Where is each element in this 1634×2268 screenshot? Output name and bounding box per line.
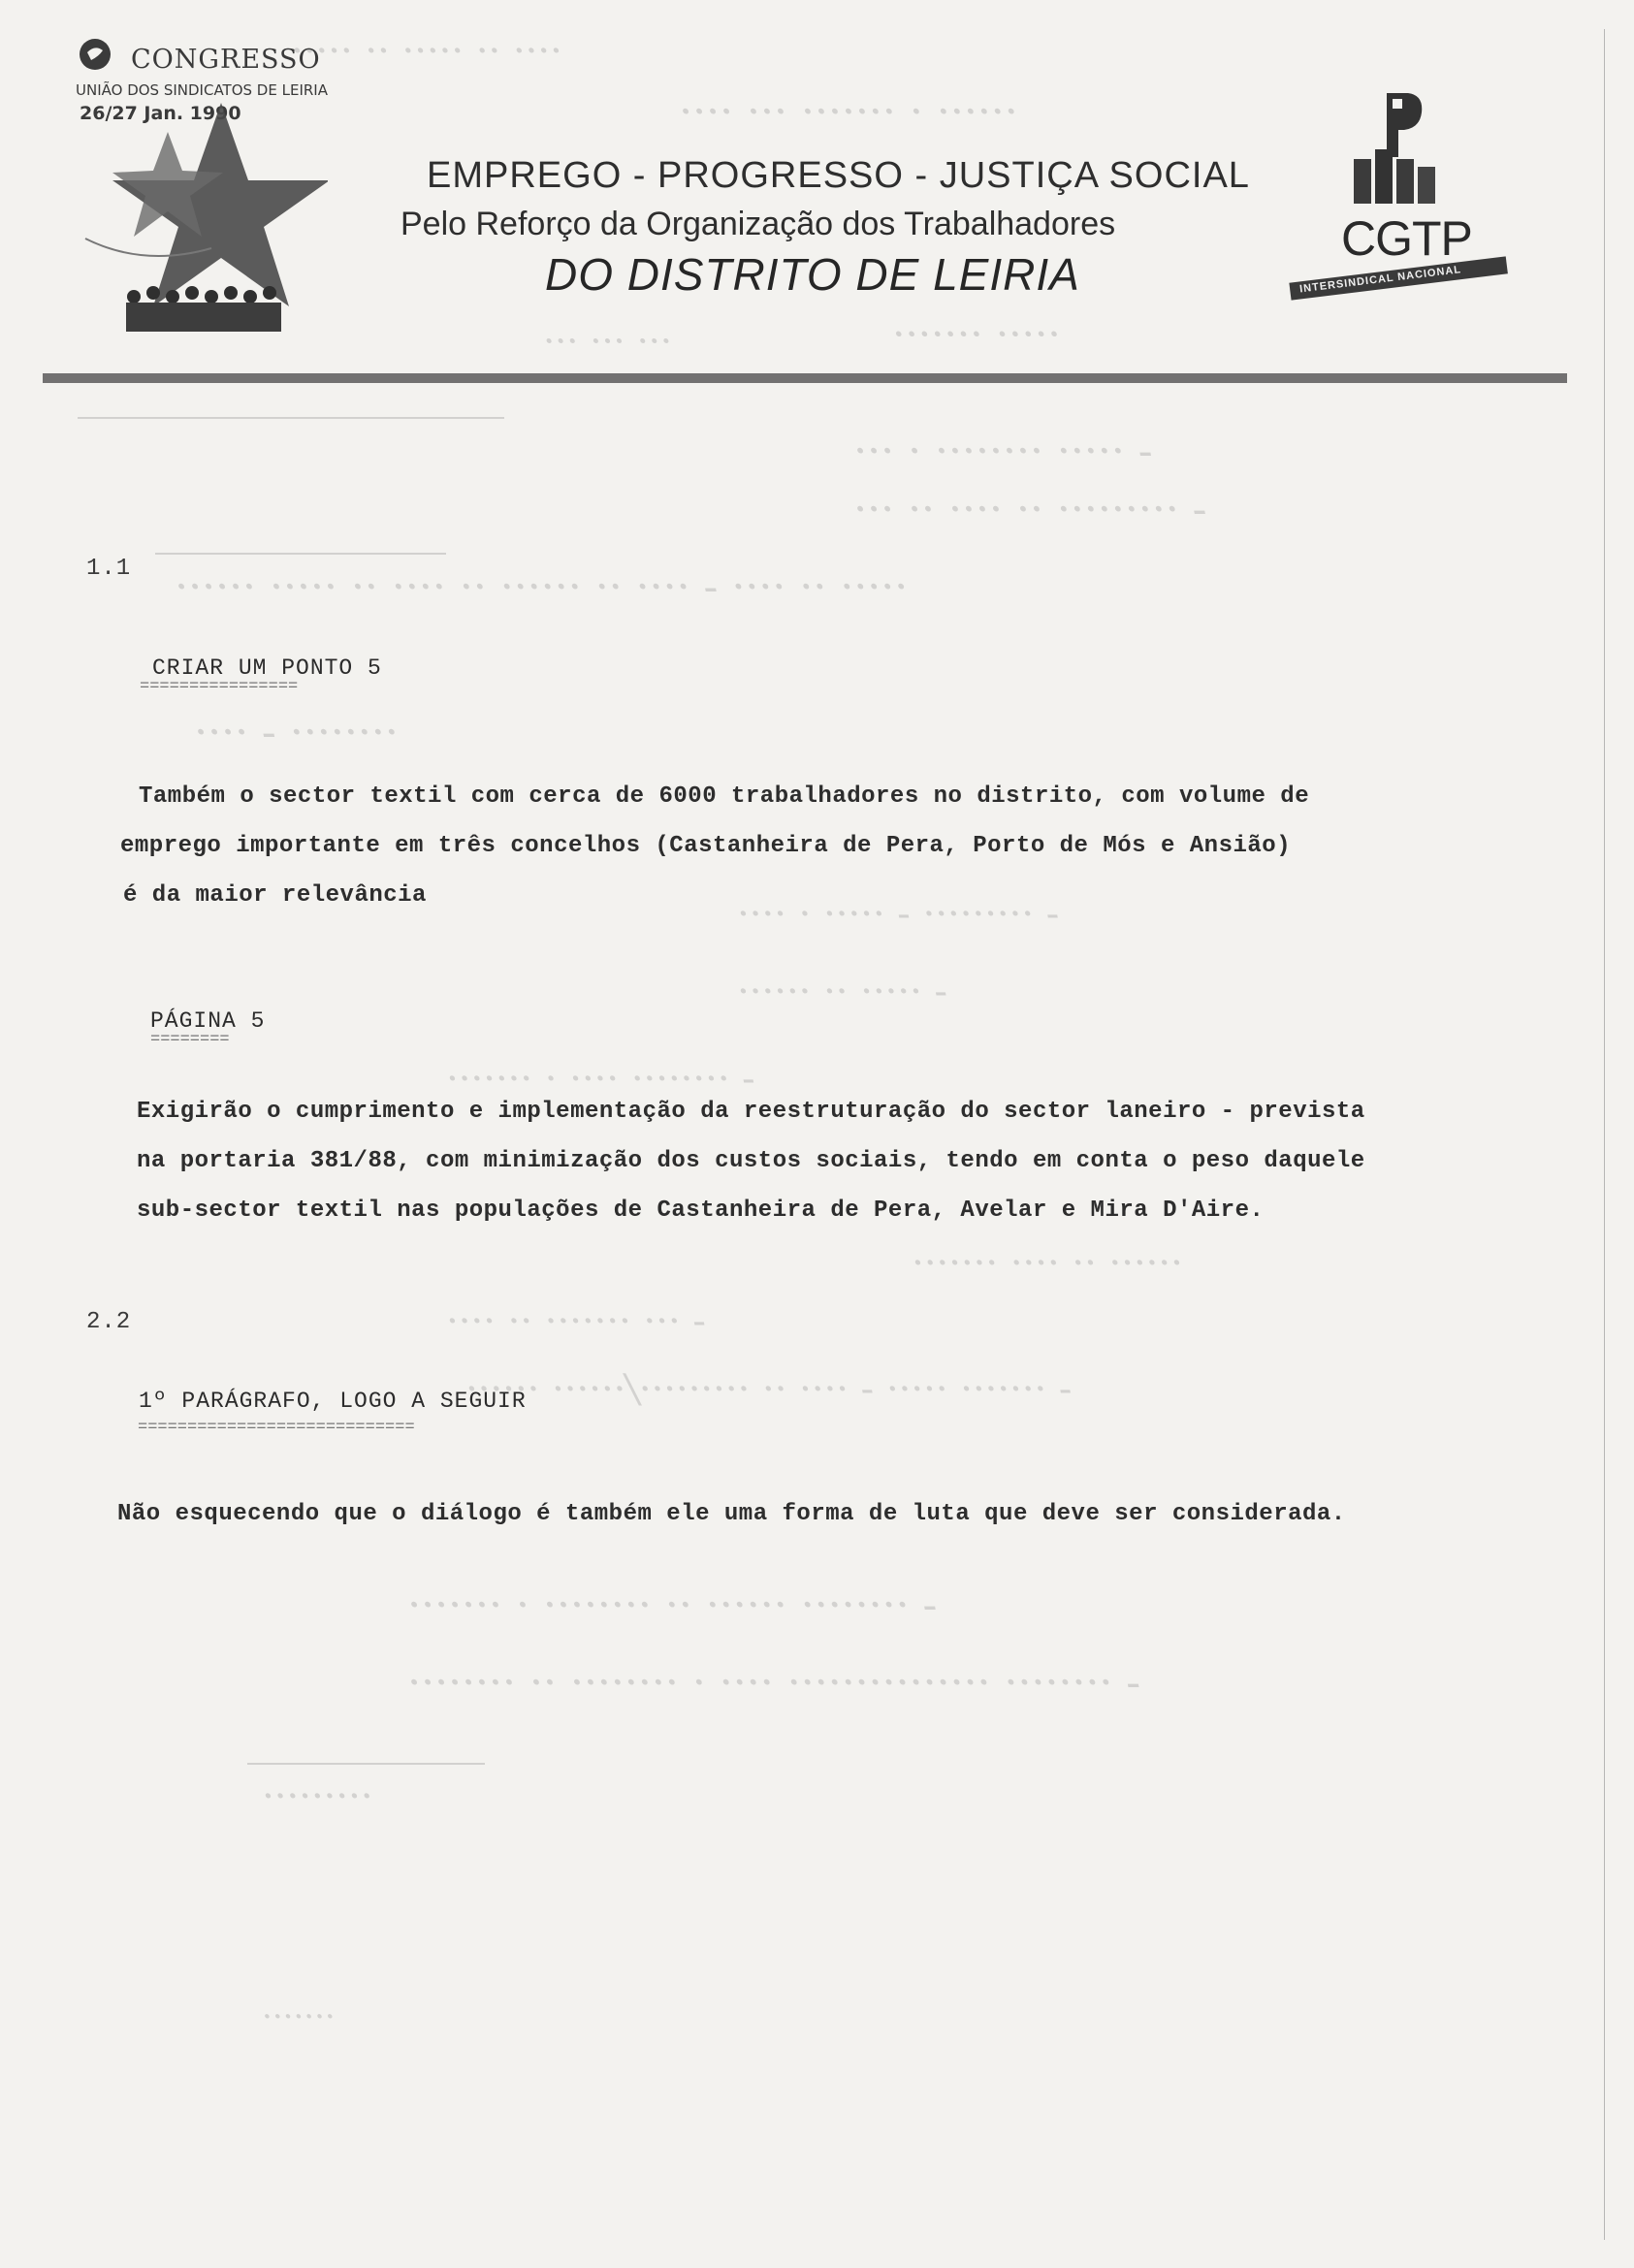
cgtp-subtext: INTERSINDICAL NACIONAL [1298,264,1462,296]
district-title: DO DISTRITO DE LEIRIA [545,249,1080,300]
paragraph-text-line: emprego importante em três concelhos (Castanheira de Pera, Porto de Mós e Ansião) [120,833,1292,859]
section-heading: PÁGINA 5 [150,1008,266,1034]
section-heading: 1º PARÁGRAFO, LOGO A SEGUIR [139,1389,527,1414]
heading-double-underline: ================ [140,678,299,696]
paragraph-text-line: sub-sector textil nas populações de Castanheira de Pera, Avelar e Mira D'Aire. [137,1198,1265,1224]
paragraph-text-line: Não esquecendo que o diálogo é também ele uma forma de luta que deve ser considerada. [117,1501,1346,1527]
slogan: EMPREGO - PROGRESSO - JUSTIÇA SOCIAL [427,155,1250,196]
section-number: 1.1 [86,556,132,582]
heading-double-underline: ============================ [138,1419,415,1437]
paragraph-text-line: na portaria 381/88, com minimização dos custos sociais, tendo em conta o peso daquele [137,1148,1365,1174]
congress-emblem-icon [78,37,112,72]
cgtp-emblem-icon [1348,89,1445,208]
paragraph-text-line: é da maior relevância [123,882,427,909]
congress-date: 26/27 Jan. 1990 [80,103,241,124]
heading-double-underline: ======== [150,1031,230,1049]
subtitle: Pelo Reforço da Organização dos Trabalhadores [400,206,1116,242]
paragraph-text-line: Também o sector textil com cerca de 6000 trabalhadores no distrito, com volume de [139,783,1310,810]
document-page: ···· ·· ····· ·· ····· ······ · ······· ··· ···· ····· ······· ··· ··· ··· - ····· ········ · ··· - ········· ·· ···· ·· ··· ····· ·· ···· - ···· ·· ······ ·· ···· ·· ····· ······ ········ - ···· - ········· - ····· · ···· - ····· ·· ······ - ········ ···· · ······· ······ ·· ···· ······· - ··· ······· ·· ···· - ······· ····· - ···· ·· ·········/······ ······ - ········ ······ ·· ········ · ······· - ········ ··············· ···· · ········ ·· ········ ········· ······· CONGRESSO UNIÃO DOS SINDICATOS DE LEIRIA 26/27 Jan. 1990 EMPREGO - PROGRESSO - JUSTIÇA SOCIAL Pelo Reforço da Organização dos Trabalhadores DO DISTRITO DE LEIRIA CGTP INTERSINDICAL NACIONAL 1.1 CRIAR UM PONTO 5 ================ Também o sector textil com cerca de 6000 trabalhadores no distrito, com volume de emprego importante em três concelhos (Castanheira de Pera, Porto de Mós e Ansião) é da maior relevância PÁGINA 5 ======== Exigirão o cumprimento e implementação da reestruturação do sector laneiro - prevista na portaria 381/88, com minimização dos custos sociais, tendo em conta o peso daquele sub-sector textil nas populações de Castanheira de Pera, Avelar e Mira D'Aire. 2.2 1º PARÁGRAFO, LOGO A SEGUIR ============================ Não esquecendo que o diálogo é também ele uma forma de luta que deve ser considerada. [0,0,1634,2268]
congress-label: CONGRESSO [131,45,321,75]
cgtp-logo-text: CGTP [1341,211,1472,266]
right-margin-line [1604,29,1605,2240]
section-number: 2.2 [86,1309,132,1335]
paragraph-text-line: Exigirão o cumprimento e implementação da reestruturação do sector laneiro - prevista [137,1099,1365,1125]
section-heading: CRIAR UM PONTO 5 [152,655,382,681]
union-line: UNIÃO DOS SINDICATOS DE LEIRIA [76,81,328,99]
header-rule [43,373,1567,383]
star-crowd-icon [76,103,328,335]
